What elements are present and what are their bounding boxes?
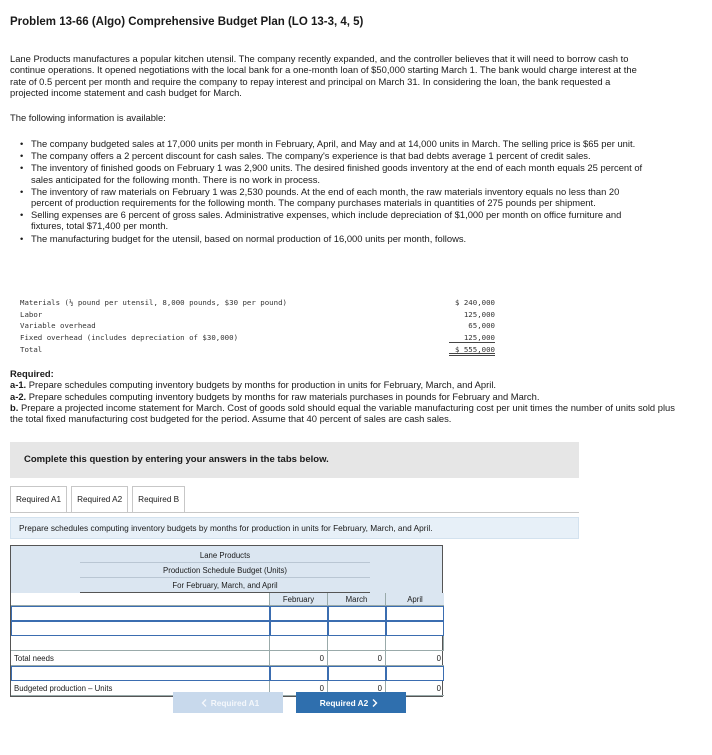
column-header-march: March — [328, 593, 386, 606]
april-input[interactable] — [386, 666, 444, 681]
budget-row-label: Fixed overhead (includes depreciation of $30,000) — [20, 332, 239, 342]
previous-tab-label: Required A1 — [210, 697, 260, 708]
tab-prompt — [10, 517, 579, 539]
total-needs-march: 0 — [328, 651, 386, 666]
april-input[interactable] — [386, 606, 444, 621]
april-input[interactable] — [386, 621, 444, 636]
tab-divider — [10, 512, 579, 513]
schedule-period: For February, March, and April — [80, 578, 370, 593]
available-label: The following information is available: — [10, 112, 166, 123]
budget-row-label: Materials (½ pound per utensil, 8,000 pounds, $30 per pound) — [20, 298, 287, 307]
march-input[interactable] — [328, 621, 386, 636]
budget-row — [20, 332, 495, 344]
blank-cell — [11, 636, 270, 651]
budget-row — [20, 320, 495, 332]
schedule-name: Production Schedule Budget (Units) — [80, 563, 370, 578]
chevron-right-icon — [372, 699, 378, 707]
row-label-input[interactable] — [11, 606, 270, 621]
info-item: • The inventory of raw materials on February 1 was 2,530 pounds. At the end of each month, the raw materials inventory equals no less than 20 percent of production requirements for the following month. The company purchases materials in quantities of 275 pounds per shipment. — [20, 186, 650, 208]
previous-tab-button[interactable] — [173, 692, 283, 713]
info-item: • The inventory of finished goods on February 1 was 2,900 units. The desired finished goods inventory at the end of each month equals 25 percent of sales anticipated for the following month. There is no work in process. — [20, 162, 650, 184]
budget-total-amount: $ 555,000 — [449, 344, 495, 356]
tab-bar — [10, 486, 185, 512]
total-needs-february: 0 — [270, 651, 328, 666]
budget-row-amount: 65,000 — [468, 321, 495, 330]
required-a1 — [10, 379, 680, 390]
budget-total-row — [20, 344, 495, 356]
required-a2-text: Prepare schedules computing inventory budgets by months for raw materials purchases in pounds for February and March. — [26, 390, 540, 402]
budget-row-amount: $ 240,000 — [454, 298, 495, 307]
tab-required-b[interactable]: Required B — [132, 486, 185, 512]
required-a1-text: Prepare schedules computing inventory budgets by months for production in units for February, March, and April. — [26, 379, 497, 391]
budget-row — [20, 309, 495, 321]
instructions-text: Complete this question by entering your answers in the tabs below. — [24, 454, 329, 465]
budget-row-label: Variable overhead — [20, 321, 96, 330]
tab-prompt-text: Prepare schedules computing inventory budgets by months for production in units for February, March, and April. — [19, 523, 433, 533]
required-heading: Required: — [10, 368, 54, 379]
column-header-april: April — [386, 593, 444, 606]
info-item: • The company budgeted sales at 17,000 units per month in February, April, and May and at 14,000 units in March. The selling price is $65 per unit. — [20, 138, 650, 149]
budgeted-production-march: 0 — [328, 681, 386, 696]
march-input[interactable] — [328, 606, 386, 621]
info-list — [20, 138, 650, 245]
instructions-banner — [10, 442, 579, 478]
required-a1-key: a-1. — [10, 379, 27, 391]
february-input[interactable] — [270, 606, 328, 621]
manufacturing-budget — [20, 297, 495, 356]
required-a2 — [10, 391, 680, 402]
required-b-key: b. — [10, 401, 19, 413]
budgeted-production-april: 0 — [386, 681, 444, 696]
budget-row-amount: 125,000 — [449, 332, 495, 344]
problem-title: Problem 13-66 (Algo) Comprehensive Budget Plan (LO 13-3, 4, 5) — [10, 16, 364, 28]
blank-cell — [328, 636, 386, 651]
column-header-blank — [11, 593, 270, 606]
row-label-input[interactable] — [11, 621, 270, 636]
march-input[interactable] — [328, 666, 386, 681]
total-needs-april: 0 — [386, 651, 444, 666]
budget-row-label: Labor — [20, 309, 43, 319]
february-input[interactable] — [270, 621, 328, 636]
budgeted-production-february: 0 — [270, 681, 328, 696]
next-tab-button[interactable] — [296, 692, 406, 713]
required-a2-key: a-2. — [10, 390, 27, 402]
intro-paragraph: Lane Products manufactures a popular kitchen utensil. The company recently expanded, and the controller believes that it will need to borrow cash to continue operations. It opened negotiations with the local bank for a one-month loan of $50,000 starting March 1. The bank would charge interest at the rate of 0.5 percent per month and require the company to repay interest and principal on March 31. In considering the loan, the bank requested a projected income statement and cash budget for March. — [10, 53, 637, 98]
info-item: • Selling expenses are 6 percent of gross sales. Administrative expenses, which include depreciation of $1,000 per month on office furniture and fixtures, total $71,400 per month. — [20, 209, 650, 231]
total-needs-label: Total needs — [11, 651, 270, 666]
info-item: • The manufacturing budget for the utensil, based on normal production of 16,000 units per month, follows. — [20, 233, 650, 244]
next-tab-label: Required A2 — [319, 697, 369, 708]
required-b-text: Prepare a projected income statement for March. Cost of goods sold should equal the variable manufacturing cost per unit times the number of units sold plus the total fixed manufacturing cost budgeted for the period. Assume that 40 percent of sales are cash sales. — [10, 401, 675, 425]
budget-total-label: Total — [20, 345, 43, 354]
schedule-company: Lane Products — [80, 548, 370, 563]
column-header-february: February — [270, 593, 328, 606]
required-section — [10, 368, 680, 424]
row-label-input[interactable] — [11, 666, 270, 681]
blank-cell — [386, 636, 444, 651]
budgeted-production-label: Budgeted production – Units — [11, 681, 270, 696]
required-b — [10, 402, 680, 425]
budget-row — [20, 297, 495, 309]
blank-cell — [270, 636, 328, 651]
chevron-left-icon — [201, 699, 207, 707]
february-input[interactable] — [270, 666, 328, 681]
budget-row-amount: 125,000 — [463, 309, 495, 319]
schedule-grid — [11, 593, 442, 696]
tab-required-a1[interactable]: Required A1 — [10, 486, 67, 512]
info-item: • The company offers a 2 percent discount for cash sales. The company's experience is that bad debts average 1 percent of credit sales. — [20, 150, 650, 161]
tab-required-a2[interactable]: Required A2 — [71, 486, 128, 512]
schedule-header — [11, 546, 442, 593]
production-schedule-table — [10, 545, 443, 697]
